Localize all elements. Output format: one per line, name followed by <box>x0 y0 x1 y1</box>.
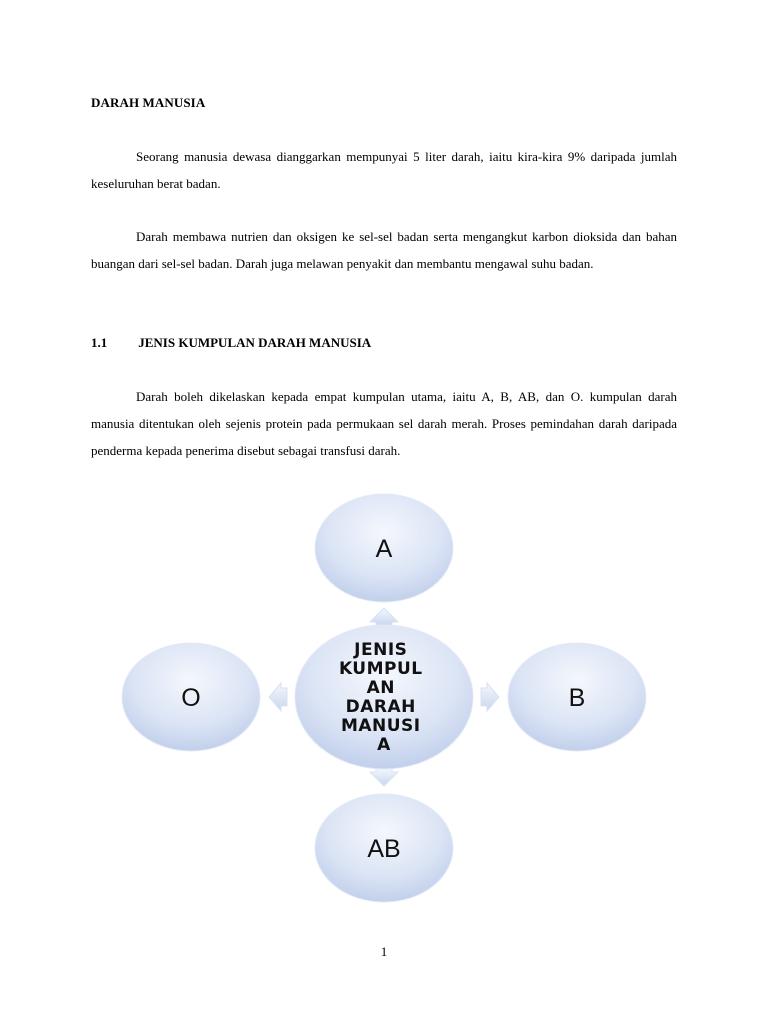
group-ab-node <box>315 794 453 902</box>
paragraph-blood-function: Darah membawa nutrien dan oksigen ke sel-sel badan serta mengangkut karbon dioksida dan bahan buangan dari sel-sel badan. Darah juga melawan penyakit dan membantu mengawal suhu badan. <box>91 229 677 271</box>
group-ab-label: AB <box>367 835 401 863</box>
center-line: DARAH <box>345 697 416 717</box>
group-b-label: B <box>568 684 586 712</box>
page-number: 1 <box>380 944 388 959</box>
center-line: A <box>377 735 391 755</box>
page-title: DARAH MANUSIA <box>91 95 206 110</box>
group-o-node <box>122 643 260 751</box>
arrow-down-icon <box>370 768 398 786</box>
group-b-node <box>508 643 646 751</box>
arrow-up-icon <box>370 608 398 626</box>
center-node <box>295 625 473 769</box>
paragraph-blood-volume: Seorang manusia dewasa dianggarkan mempunyai 5 liter darah, iaitu kira-kira 9% daripada jumlah keseluruhan berat badan. <box>91 149 677 191</box>
group-o-label: O <box>181 684 201 712</box>
paragraph-blood-groups: Darah boleh dikelaskan kepada empat kumpulan utama, iaitu A, B, AB, dan O. kumpulan darah manusia ditentukan oleh sejenis protein pada permukaan sel darah merah. Proses pemindahan darah daripada penderma kepada penerima disebut sebagai transfusi darah. <box>91 389 677 458</box>
center-line: JENIS <box>354 640 408 660</box>
center-line: MANUSI <box>340 716 421 736</box>
section-title: JENIS KUMPULAN DARAH MANUSIA <box>138 335 372 350</box>
center-line: KUMPUL <box>338 659 423 679</box>
group-a-label: A <box>375 535 393 563</box>
center-line: AN <box>366 678 395 698</box>
arrow-left-icon <box>269 683 287 711</box>
arrow-right-icon <box>481 683 499 711</box>
group-a-node <box>315 494 453 602</box>
section-number: 1.1 <box>91 335 108 350</box>
blood-group-diagram <box>0 480 768 920</box>
section-heading <box>91 335 371 351</box>
